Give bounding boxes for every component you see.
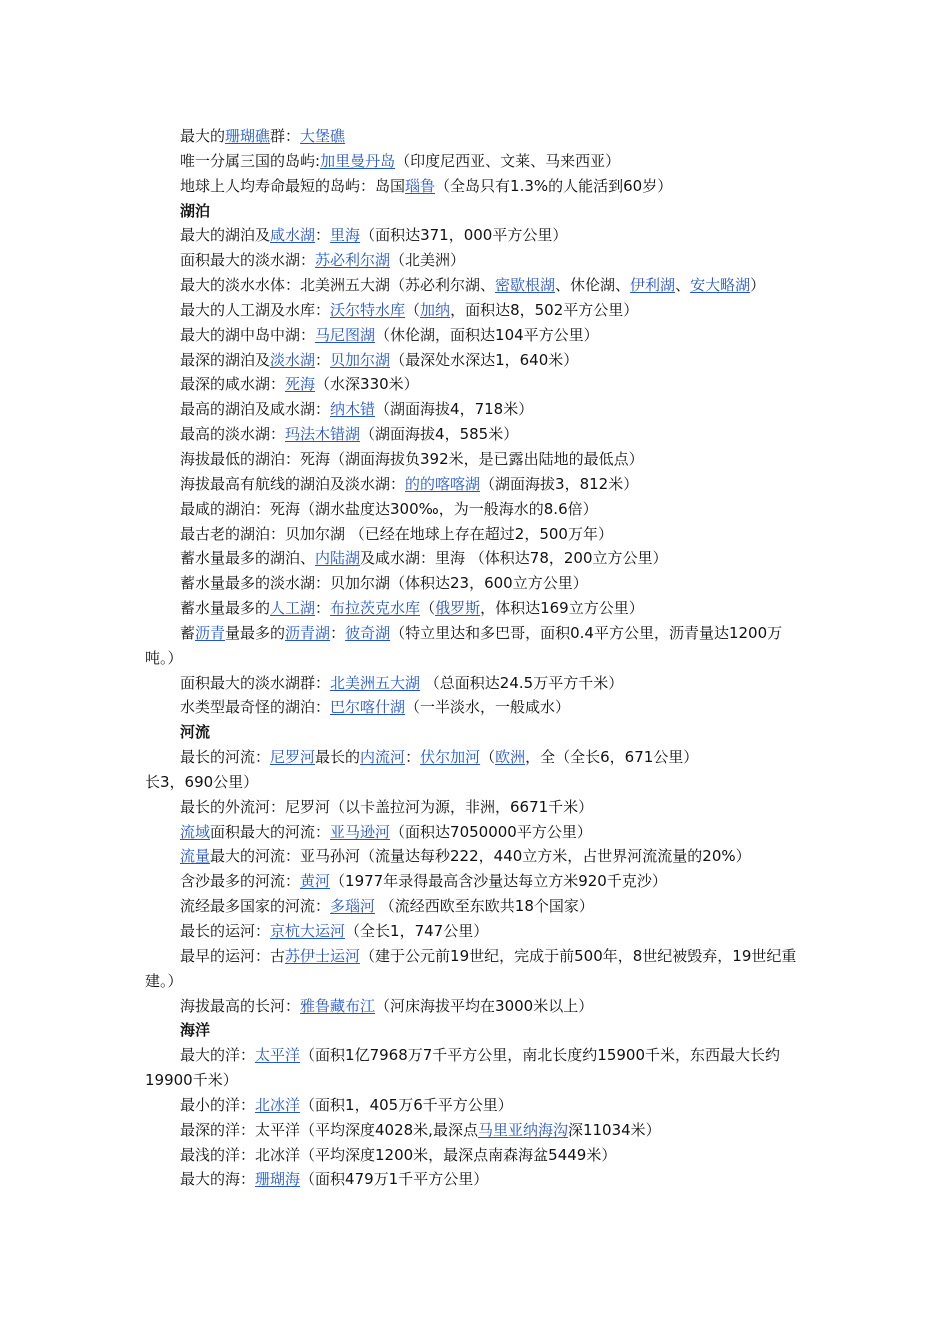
wiki-link[interactable]: 欧洲 [495,748,526,767]
line-text: （面积达7050000平方公里） [390,822,592,841]
wiki-link[interactable]: 马尼图湖 [315,325,376,344]
text-line [0,869,950,894]
wiki-link[interactable]: 彼奇湖 [345,623,391,642]
wiki-link[interactable]: 死海 [285,375,316,394]
text-line [0,571,950,596]
wiki-link[interactable]: 珊瑚礁 [225,127,271,145]
line-text: 最高的淡水湖： [180,425,286,444]
text-line [0,820,950,845]
line-text: 最大的人工湖及水库： [180,300,331,319]
text-line [0,546,950,571]
line-text: ： [315,226,331,245]
text-line [0,472,950,497]
text-line [0,671,950,696]
wiki-link[interactable]: 内陆湖 [315,549,361,568]
line-text: 最小的洋： [180,1095,256,1114]
wiki-link[interactable]: 苏伊士运河 [285,946,361,965]
line-text: 最咸的湖泊：死海（湖水盐度达300‰，为一般海水的8.6倍） [180,499,598,518]
wiki-link[interactable]: 黄河 [300,872,331,891]
wiki-link[interactable]: 太平洋 [255,1046,301,1065]
text-line [0,795,950,820]
line-text: （建于公元前19世纪，完成于前500年，8世纪被毁弃，19世纪重建。） [145,946,797,990]
text-line [0,994,950,1019]
line-text: 蓄水量最多的湖泊、 [180,549,316,568]
wiki-link[interactable]: 亚马逊河 [330,822,391,841]
text-line [0,1043,950,1093]
document-body [0,124,950,1192]
wiki-link[interactable]: 内流河 [360,748,406,767]
line-text: （特立里达和多巴哥，面积0.4平方公里，沥青量达1200万吨。） [145,623,783,667]
wiki-link[interactable]: 沥青湖 [285,623,331,642]
line-text: 最大的洋： [180,1046,256,1065]
text-line [0,944,950,994]
wiki-link[interactable]: 伊利湖 [630,276,676,295]
text-line [0,745,950,770]
line-text: 蓄水量最多的 [180,599,271,618]
wiki-link[interactable]: 加里曼丹岛 [320,151,396,170]
text-line [0,894,950,919]
line-text: 蓄水量最多的淡水湖：贝加尔湖（体积达23，600立方公里） [180,574,588,593]
line-text: （ [420,599,436,618]
wiki-link[interactable]: 俄罗斯 [435,599,481,618]
line-text: 群： [270,127,301,145]
line-text: （全长1，747公里） [345,922,489,940]
wiki-link[interactable]: 安大略湖 [690,276,751,295]
text-line [0,223,950,248]
line-text: （ [405,300,421,319]
line-text: 、 [675,276,691,295]
line-text: 最大的 [180,127,226,145]
line-text: 最大的河流：亚马孙河（流量达每秒222，440立方米，占世界河流流量的20%） [210,847,751,866]
line-text: （面积1，405万6千平方公里） [300,1095,513,1114]
wiki-link[interactable]: 玛法木错湖 [285,425,361,444]
text-line [0,844,950,869]
line-text: （1977年录得最高含沙量达每立方米920千克沙） [330,872,667,891]
wiki-link[interactable]: 沥青 [195,623,226,642]
text-line [0,323,950,348]
line-text: （湖面海拔4，718米） [375,400,534,419]
wiki-link[interactable]: 的的喀喀湖 [405,474,481,493]
line-text: 面积最大的河流： [210,822,331,841]
line-text: 流经最多国家的河流： [180,897,331,916]
line-text: 、休伦湖、 [555,276,631,295]
line-text: （总面积达24.5万平方千米） [420,673,624,692]
section-heading [0,199,950,224]
line-text: 蓄 [180,623,196,642]
line-text: 最高的湖泊及咸水湖： [180,400,331,419]
line-text: 海拔最高的长河： [180,996,301,1015]
wiki-link[interactable]: 淡水湖 [270,350,316,369]
line-text: 海拔最高有航线的湖泊及淡水湖： [180,474,406,493]
line-text: 最长的外流河：尼罗河（以卡盖拉河为源，非洲，6671千米） [180,797,594,816]
line-text: 最大的湖泊及 [180,226,271,245]
line-text: （湖面海拔4，585米） [360,425,519,444]
line-text: 最深的洋：太平洋（平均深度4028米,最深点 [180,1120,478,1139]
wiki-link[interactable]: 苏必利尔湖 [315,251,391,270]
line-text: （一半淡水，一般咸水） [405,698,571,717]
text-line [0,621,950,671]
wiki-link[interactable]: 北美洲五大湖 [330,673,421,692]
line-text: 最大的海： [180,1170,256,1189]
line-text: ，体积达169立方公里） [480,599,644,618]
line-text: 最浅的洋：北冰洋（平均深度1200米，最深点南森海盆5449米） [180,1145,617,1164]
wiki-link[interactable]: 咸水湖 [270,226,316,245]
wiki-link[interactable]: 流量 [180,847,211,866]
wiki-link[interactable]: 人工湖 [270,599,316,618]
line-text: ： [315,599,331,618]
section-heading [0,720,950,745]
text-line [0,695,950,720]
wiki-link[interactable]: 密歇根湖 [495,276,556,295]
line-text: 最古老的湖泊：贝加尔湖 （已经在地球上存在超过2，500万年） [180,524,613,543]
section-heading [0,1018,950,1043]
text-line [0,1118,950,1143]
wiki-link[interactable]: 加纳 [420,300,451,319]
line-text: 海拔最低的湖泊：死海（湖面海拔负392米，是已露出陆地的最低点） [180,449,644,468]
text-line [0,1167,950,1192]
line-text: 量最多的 [225,623,286,642]
line-text: （印度尼西亚、文莱、马来西亚） [395,151,621,170]
wiki-link[interactable]: 贝加尔湖 [330,350,391,369]
line-text: （河床海拔平均在3000米以上） [375,996,594,1015]
text-line [0,248,950,273]
line-text: 最长的河流： [180,748,271,767]
line-text: （面积479万1千平方公里） [300,1170,489,1189]
line-text: （休伦湖，面积达104平方公里） [375,325,599,344]
line-text: ： [330,623,346,642]
line-text: 最长的 [315,748,361,767]
text-line [0,447,950,472]
line-text: （ [480,748,496,767]
wiki-link[interactable]: 北冰洋 [255,1095,301,1114]
text-line [0,1093,950,1118]
line-text: 含沙最多的河流： [180,872,301,891]
line-text: 深11034米） [567,1120,661,1139]
text-line [0,124,950,149]
text-line [0,596,950,621]
line-text: 海洋 [180,1021,211,1040]
line-text: 最深的湖泊及 [180,350,271,369]
line-text: 及咸水湖：里海 （体积达78，200立方公里） [360,549,668,568]
text-line [0,397,950,422]
wiki-link[interactable]: 珊瑚海 [255,1170,301,1189]
wiki-link[interactable]: 沃尔特水库 [330,300,406,319]
wiki-link[interactable]: 大堡礁 [300,127,346,145]
wiki-link[interactable]: 纳木错 [330,400,376,419]
line-text: 最深的咸水湖： [180,375,286,394]
line-text: （全岛只有1.3%的人能活到60岁） [435,176,673,195]
text-line [0,522,950,547]
line-text: 最大的淡水水体：北美洲五大湖（苏必利尔湖、 [180,276,496,295]
line-text: （水深330米） [315,375,419,394]
line-text: 最长的运河： [180,922,271,940]
text-line [0,372,950,397]
wiki-link[interactable]: 伏尔加河 [420,748,481,767]
text-line [0,273,950,298]
line-text: ，面积达8，502平方公里） [450,300,639,319]
line-text: 最早的运河：古 [180,946,286,965]
line-text: 水类型最奇怪的湖泊： [180,698,331,717]
wiki-link[interactable]: 流域 [180,822,211,841]
text-line [0,298,950,323]
text-line [0,149,950,174]
line-text: （湖面海拔3，812米） [480,474,639,493]
line-text: ） [750,276,766,295]
line-text: （流经西欧至东欧共18个国家） [375,897,594,916]
wiki-link[interactable]: 布拉茨克水库 [330,599,421,618]
wiki-link[interactable]: 京杭大运河 [270,922,346,940]
line-text: 最大的湖中岛中湖： [180,325,316,344]
wiki-link[interactable]: 尼罗河 [270,748,316,767]
wiki-link[interactable]: 多瑙河 [330,897,376,916]
line-text: ： [315,350,331,369]
line-text: 河流 [180,723,211,742]
wiki-link[interactable]: 雅鲁藏布江 [300,996,376,1015]
wiki-link[interactable]: 巴尔喀什湖 [330,698,406,717]
line-text: ： [405,748,421,767]
line-text: 面积最大的淡水湖： [180,251,316,270]
text-line [0,497,950,522]
text-line [0,422,950,447]
line-text: （面积1亿7968万7千平方公里，南北长度约15900千米，东西最大长约19900千米） [145,1046,781,1090]
line-text: 面积最大的淡水湖群： [180,673,331,692]
line-text: （面积达371，000平方公里） [360,226,568,245]
wiki-link[interactable]: 马里亚纳海沟 [477,1120,568,1139]
wiki-link[interactable]: 里海 [330,226,361,245]
line-text: 唯一分属三国的岛屿: [180,151,321,170]
text-line [0,348,950,373]
line-text: 长3，690公里） [145,772,259,791]
line-text: （最深处水深达1，640米） [390,350,579,369]
line-text: 湖泊 [180,201,211,220]
text-line [0,1143,950,1168]
text-line [0,919,950,944]
text-line [0,174,950,199]
line-text: （北美洲） [390,251,466,270]
wiki-link[interactable]: 瑙鲁 [405,176,436,195]
line-text: 地球上人均寿命最短的岛屿：岛国 [180,176,406,195]
line-text: ，全（全长6，671公里） [525,748,699,767]
text-line [0,770,950,795]
